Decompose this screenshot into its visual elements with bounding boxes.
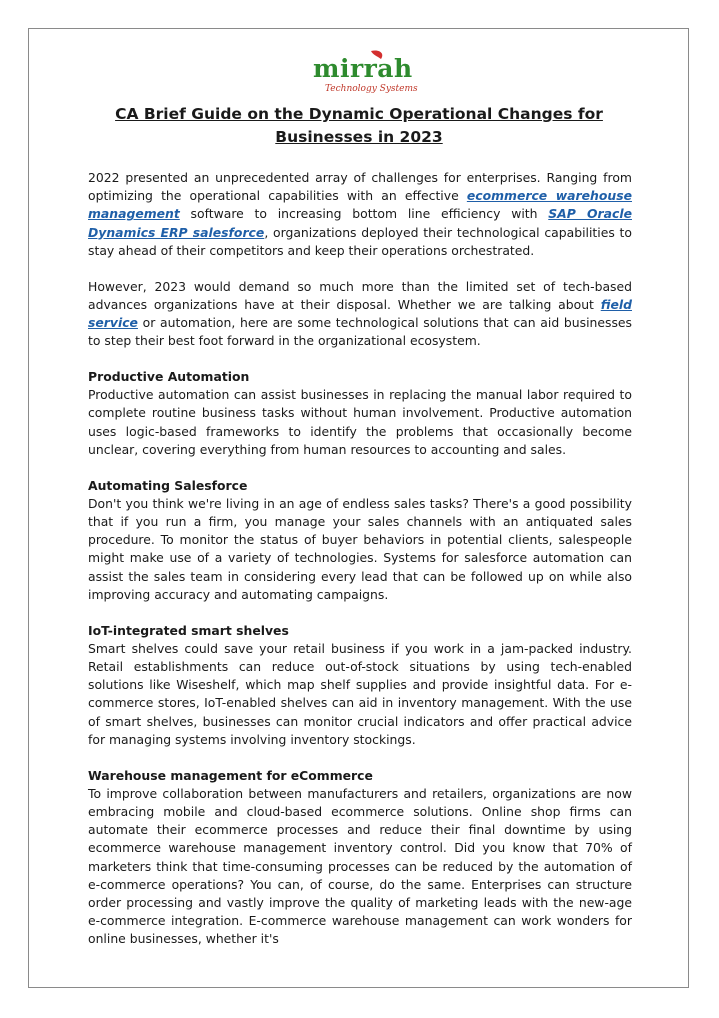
field-service-link[interactable]: field service [88,296,632,331]
company-logo [309,49,419,105]
section-heading: Warehouse management for eCommerce [88,767,373,783]
section-heading: Automating Salesforce [88,477,248,493]
intro-text: or automation, here are some technological solutions that can aid businesses to step their best foot forward in the organizational ecosystem. [88,315,632,349]
section-heading: IoT-integrated smart shelves [88,622,289,638]
intro-paragraph-1 [88,169,632,260]
page-title: CA Brief Guide on the Dynamic Operational Changes for Businesses in 2023 [115,105,603,146]
section-smart-shelves [88,622,632,749]
intro-text: 2022 presented an unprecedented array of challenges for enterprises. Ranging from optimizing the operational capabilities with an effective [88,170,632,204]
section-heading: Productive Automation [88,369,250,385]
document-body [88,169,632,966]
section-text: To improve collaboration between manufacturers and retailers, organizations are now embracing mobile and cloud-based ecommerce solutions. Online shop firms can automate their ecommerce processes and reduce their final downtime by using ecommerce warehouse management inventory control. Did you know that 70% of marketers think that time-consuming processes can be reduced by the automation of e-commerce operations? You can, of course, do the same. Enterprises can structure order processing and vastly improve the quality of marketing leads with the new-age e-commerce integration. E-commerce warehouse management can work wonders for online businesses, whether it's [88,785,632,947]
intro-text: , organizations deployed their technological capabilities to stay ahead of their competitors and keep their operations orchestrated. [88,224,632,258]
sap-oracle-dynamics-link[interactable]: SAP Oracle Dynamics ERP salesforce [88,206,632,240]
section-productive-automation [88,368,632,459]
intro-text: software to increasing bottom line efficiency with [179,206,549,222]
logo-tagline: Technology Systems [325,84,418,94]
section-text: Don't you think we're living in an age of endless sales tasks? There's a good possibility that if you run a firm, you manage your sales channels with an antiquated sales procedure. To monitor the status of buyer behaviors in potential clients, salespeople might make use of a variety of technologies. Systems for salesforce automation can assist the sales team in considering every lead that can be followed up on while also improving accuracy and automating campaigns. [88,495,632,602]
document-page [28,28,689,988]
intro-paragraph-2 [88,278,632,351]
section-automating-salesforce [88,477,632,604]
intro-text: However, 2023 would demand so much more than the limited set of tech-based advances organizations have at their disposal. Whether we are talking about [88,278,632,312]
logo-brand: mirrah [313,54,413,83]
section-text: Productive automation can assist businesses in replacing the manual labor required to complete routine business tasks without human involvement. Productive automation uses logic-based frameworks to identify the problems that occasionally become unclear, covering everything from human resources to accounting and sales. [88,387,632,457]
section-warehouse-management [88,767,632,949]
ecommerce-warehouse-management-link[interactable]: ecommerce warehouse management [88,188,632,222]
section-text: Smart shelves could save your retail business if you work in a jam-packed industry. Retail establishments can reduce out-of-stock situations by using tech-enabled solutions like Wiseshelf, which map shelf supplies and provide insightful data. For e-commerce stores, IoT-enabled shelves can aid in inventory management. With the use of smart shelves, businesses can monitor crucial indicators and offer practical advice for managing systems involving inventory stockings. [88,640,632,747]
